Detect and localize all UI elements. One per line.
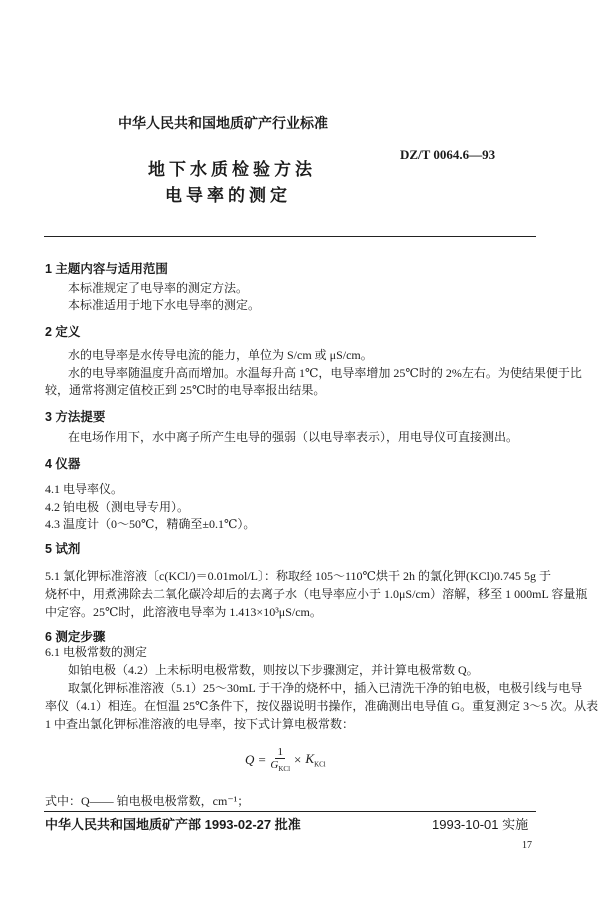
section-6-heading: 6 测定步骤 xyxy=(45,630,106,644)
issuing-standard-header: 中华人民共和国地质矿产行业标准 xyxy=(118,115,328,131)
den-symbol: G xyxy=(270,759,279,771)
paragraph: 中定容。25℃时，此溶液电导率为 1.413×10³μS/cm。 xyxy=(45,605,322,619)
paragraph: 本标准适用于地下水电导率的测定。 xyxy=(68,298,261,312)
formula-fraction xyxy=(270,746,290,773)
formula-k xyxy=(305,751,325,769)
formula-numerator: 1 xyxy=(277,746,283,758)
section-1-heading: 1 主题内容与适用范围 xyxy=(45,262,168,276)
k-subscript: KCl xyxy=(314,760,326,769)
paragraph: 水的电导率随温度升高而增加。水温每升高 1℃，电导率增加 25℃时的 2%左右。为使结果便于比 xyxy=(68,366,582,380)
paragraph: 1 中查出氯化钾标准溶液的电导率，按下式计算电极常数： xyxy=(45,717,355,731)
section-5-heading: 5 试剂 xyxy=(45,542,81,556)
header-rule xyxy=(44,236,536,237)
paragraph: 烧杯中，用煮沸除去二氧化碳冷却后的去离子水（电导率应小于 1.0μS/cm）溶解，移至 1 000mL 容量瓶 xyxy=(45,587,588,601)
paragraph: 本标准规定了电导率的测定方法。 xyxy=(68,281,249,295)
formula-denominator xyxy=(270,759,290,773)
k-symbol: K xyxy=(305,750,315,766)
paragraph: 取氯化钾标准溶液（5.1）25～30mL 于干净的烧杯中，插入已清洗干净的铂电极，电极引线与电导 xyxy=(68,681,583,695)
formula-times: × xyxy=(294,751,302,767)
section-4-heading: 4 仪器 xyxy=(45,457,81,471)
section-3-heading: 3 方法提要 xyxy=(45,410,106,424)
paragraph: 5.1 氯化钾标准溶液〔c(KCl/)＝0.01mol/L〕：称取经 105～110℃烘干 2h 的氯化钾(KCl)0.745 5g 于 xyxy=(45,569,551,583)
subsection-heading: 6.1 电极常数的测定 xyxy=(45,645,148,659)
paragraph: 较，通常将测定值校正到 25℃时的电导率报出结果。 xyxy=(45,383,326,397)
paragraph: 率仪（4.1）相连。在恒温 25℃条件下，按仪器说明书操作，准确测出电导值 G。重复测定 3～5 次。从表 xyxy=(45,699,599,713)
formula-lhs: Q = xyxy=(245,751,267,767)
paragraph: 水的电导率是水传导电流的能力，单位为 S/cm 或 μS/cm。 xyxy=(68,348,373,362)
list-item: 4.3 温度计（0～50℃，精确至±0.1℃）。 xyxy=(45,517,256,531)
list-item: 4.2 铂电极（测电导专用）。 xyxy=(45,500,190,514)
title-line-1: 地下水质检验方法 xyxy=(148,160,316,179)
formula-legend: 式中：Q—— 铂电极电极常数，cm⁻¹； xyxy=(45,794,250,808)
paragraph: 如铂电极（4.2）上未标明电极常数，则按以下步骤测定，并计算电极常数 Q。 xyxy=(68,663,479,677)
standard-code: DZ/T 0064.6—93 xyxy=(400,147,496,162)
title-line-2: 电导率的测定 xyxy=(165,186,291,205)
paragraph: 在电场作用下，水中离子所产生电导的强弱（以电导率表示），用电导仪可直接测出。 xyxy=(68,430,519,444)
page-number: 17 xyxy=(522,840,532,851)
den-subscript: KCl xyxy=(278,765,291,774)
electrode-constant-formula xyxy=(245,746,326,773)
section-2-heading: 2 定义 xyxy=(45,325,81,339)
list-item: 4.1 电导率仪。 xyxy=(45,482,124,496)
footer-rule xyxy=(44,811,536,812)
approval-line: 中华人民共和国地质矿产部 1993-02-27 批准 xyxy=(45,817,301,832)
effective-date: 1993-10-01 实施 xyxy=(432,817,529,832)
